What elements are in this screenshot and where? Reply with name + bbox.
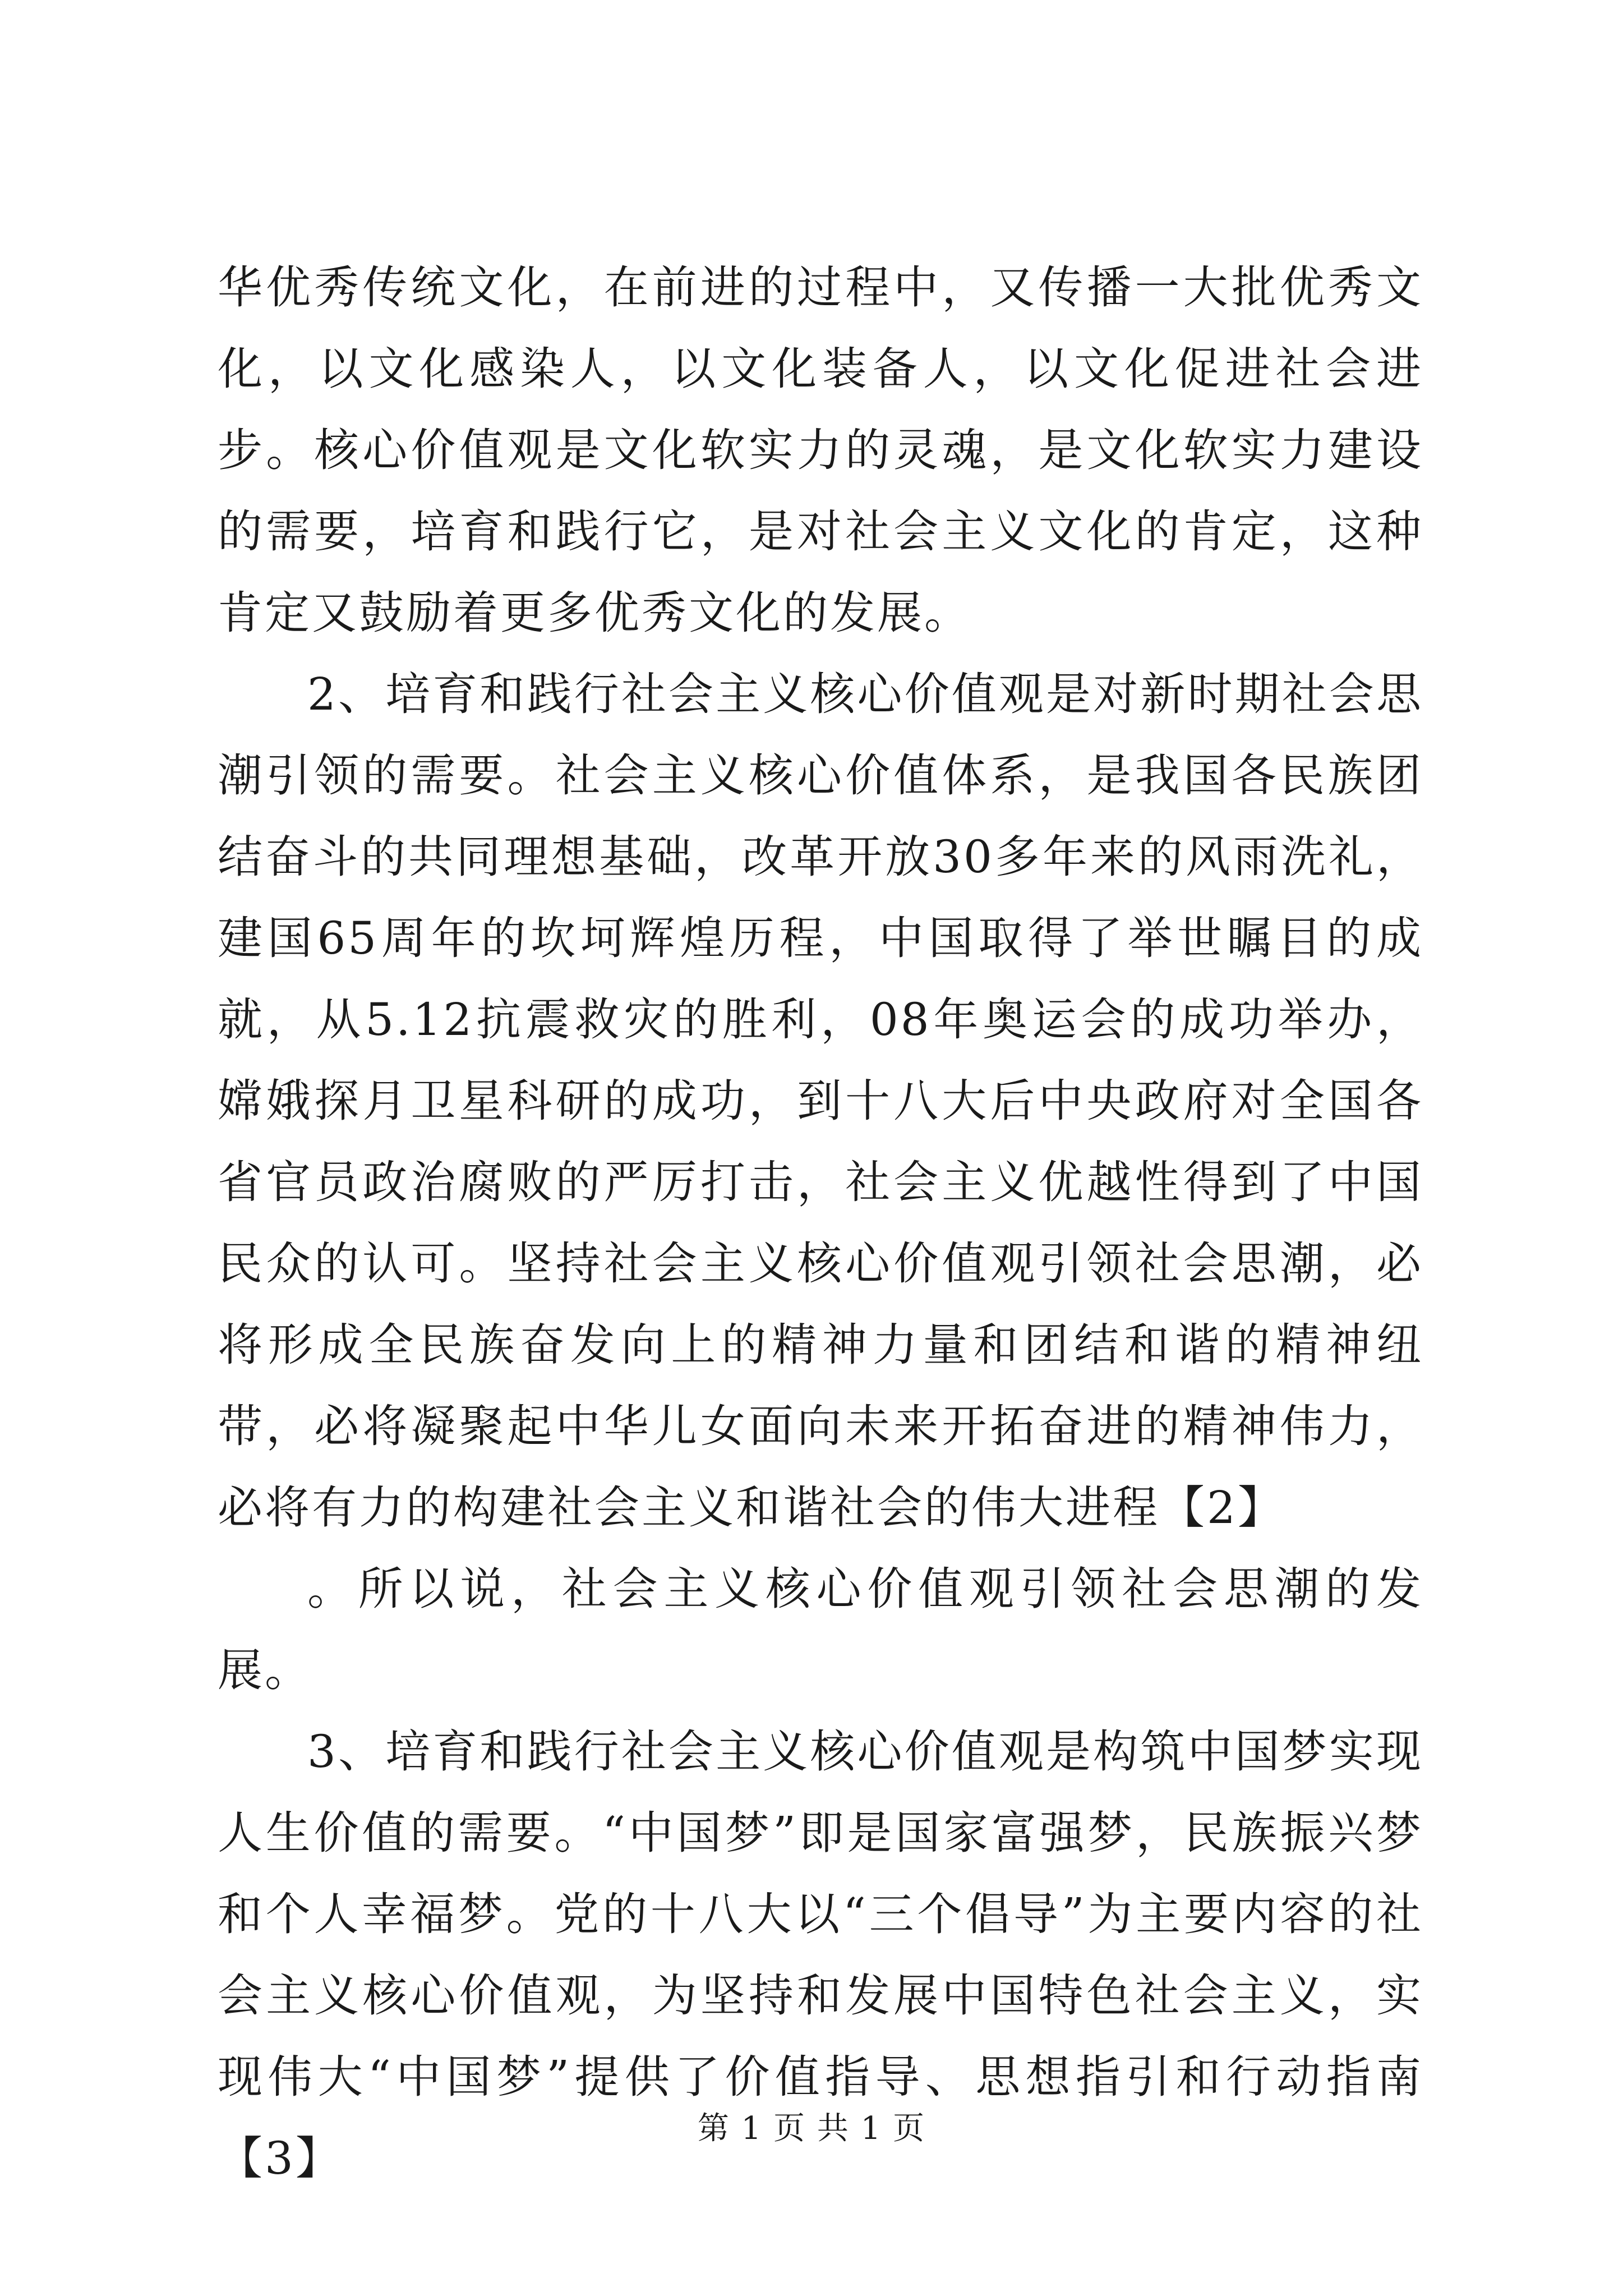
document-body xyxy=(218,247,1423,2199)
paragraph-2-tail: 。所以说，社会主义核心价值观引领社会思潮的发展。 xyxy=(218,1563,1423,1696)
paragraph-continuation: 华优秀传统文化，在前进的过程中，又传播一大批优秀文化，以文化感染人，以文化装备人，以文化促进社会进步。核心价值观是文化软实力的灵魂，是文化软实力建设的需要，培育和践行它，是对社会主义文化的肯定，这种肯定又鼓励着更多优秀文化的发展。 xyxy=(218,261,1423,639)
paragraph-2: 2、培育和践行社会主义核心价值观是对新时期社会思潮引领的需要。社会主义核心价值体系，是我国各民族团结奋斗的共同理想基础，改革开放30多年来的风雨洗礼，建国65周年的坎坷辉煌历程，中国取得了举世瞩目的成就，从5.12抗震救灾的胜利，08年奥运会的成功举办，嫦娥探月卫星科研的成功，到十八大后中央政府对全国各省官员政治腐败的严厉打击，社会主义优越性得到了中国民众的认可。坚持社会主义核心价值观引领社会思潮，必将形成全民族奋发向上的精神力量和团结和谐的精神纽带，必将凝聚起中华儿女面向未来开拓奋进的精神伟力，必将有力的构建社会主义和谐社会的伟大进程【2】 xyxy=(218,668,1423,1534)
page-number-footer: 第 1 页 共 1 页 xyxy=(697,2110,926,2147)
paragraph-3: 3、培育和践行社会主义核心价值观是构筑中国梦实现人生价值的需要。“中国梦”即是国家富强梦，民族振兴梦和个人幸福梦。党的十八大以“三个倡导”为主要内容的社会主义核心价值观，为坚持和发展中国特色社会主义，实现伟大“中国梦”提供了价值指导、思想指引和行动指南【3】 xyxy=(218,1726,1423,2184)
